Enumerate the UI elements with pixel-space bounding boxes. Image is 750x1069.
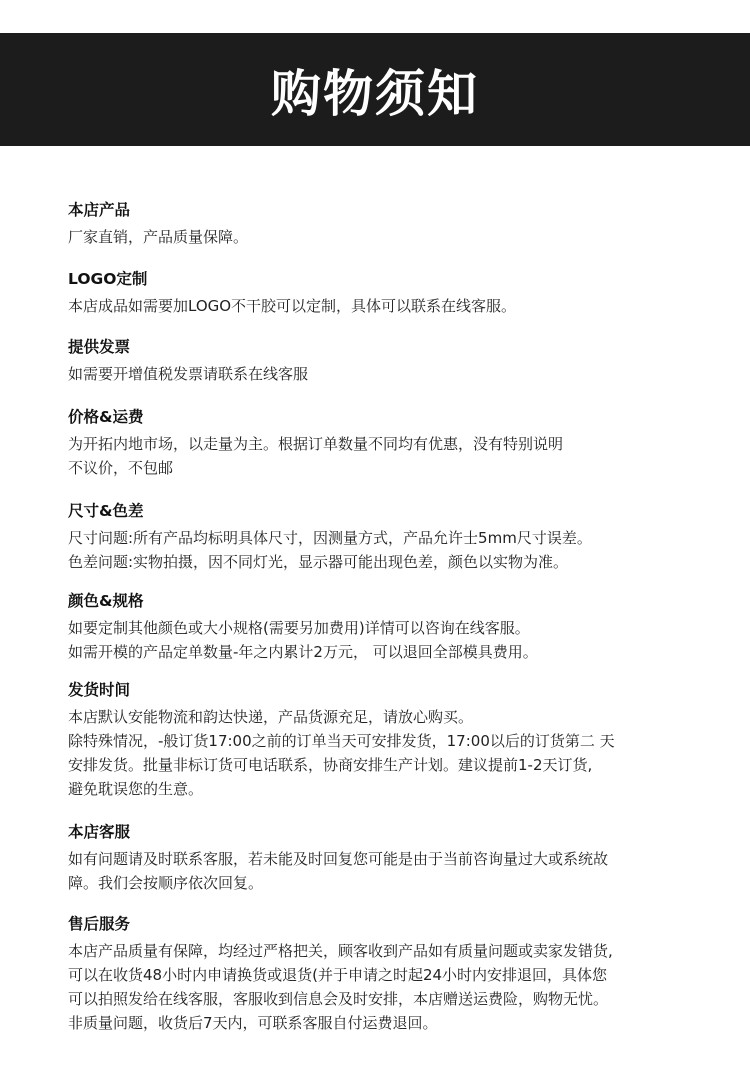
section-text: 障。我们会按顺序依次回复。 xyxy=(68,874,264,892)
section-heading: 本店产品 xyxy=(68,201,131,219)
section-text: 本店产品质量有保障，均经过严格把关，顾客收到产品如有质量问题或卖家发错货, xyxy=(68,942,613,960)
section-size-color-diff xyxy=(68,500,708,574)
section-price-shipping xyxy=(68,406,708,480)
section-heading: 售后服务 xyxy=(68,915,131,933)
section-invoice xyxy=(68,336,708,386)
page-title: 购物须知 xyxy=(271,63,479,123)
section-text: 安排发货。批量非标订货可电话联系，协商安排生产计划。建议提前1-2天订货, xyxy=(68,756,593,774)
section-heading: 提供发票 xyxy=(68,338,131,356)
section-text: 如有问题请及时联系客服，若未能及时回复您可能是由于当前咨询量过大或系统故 xyxy=(68,850,609,868)
section-logo-custom xyxy=(68,268,708,318)
section-text: 如需要开增值税发票请联系在线客服 xyxy=(68,365,309,383)
section-store-products xyxy=(68,199,708,249)
section-heading: LOGO定制 xyxy=(68,270,148,288)
section-text: 如需开模的产品定单数量-年之内累计2万元， 可以退回全部模具费用。 xyxy=(68,643,538,661)
section-text: 可以在收货48小时内申请换货或退货(并于申请之时起24小时内安排退回，具体您 xyxy=(68,966,608,984)
section-text: 除特殊情况，-般订货17:00之前的订单当天可安排发货，17:00以后的订货第二 天 xyxy=(68,732,615,750)
section-customer-service xyxy=(68,821,708,895)
section-heading: 发货时间 xyxy=(68,681,131,699)
section-text: 厂家直销，产品质量保障。 xyxy=(68,228,249,246)
section-text: 本店默认安能物流和韵达快递，产品货源充足，请放心购买。 xyxy=(68,708,474,726)
section-text: 本店成品如需要加LOGO不干胶可以定制，具体可以联系在线客服。 xyxy=(68,297,517,315)
section-text: 非质量问题，收货后7天内，可联系客服自付运费退回。 xyxy=(68,1014,438,1032)
section-heading: 颜色&规格 xyxy=(68,592,144,610)
section-text: 避免耽误您的生意。 xyxy=(68,780,204,798)
section-text: 可以拍照发给在线客服，客服收到信息会及时安排，本店赠送运费险，购物无忧。 xyxy=(68,990,609,1008)
section-text: 为开拓内地市场，以走量为主。根据订单数量不同均有优惠，没有特别说明 xyxy=(68,435,564,453)
section-color-spec xyxy=(68,590,708,664)
section-heading: 本店客服 xyxy=(68,823,131,841)
section-after-sales xyxy=(68,913,708,1035)
section-text: 色差问题:实物拍摄，因不同灯光，显示器可能出现色差，颜色以实物为准。 xyxy=(68,553,569,571)
section-text: 如要定制其他颜色或大小规格(需要另加费用)详情可以咨询在线客服。 xyxy=(68,619,530,637)
section-delivery-time xyxy=(68,679,708,801)
section-text: 尺寸问题:所有产品均标明具体尺寸，因测量方式，产品允许士5mm尺寸误差。 xyxy=(68,529,592,547)
section-heading: 尺寸&色差 xyxy=(68,502,144,520)
section-text: 不议价，不包邮 xyxy=(68,459,174,477)
header-banner xyxy=(0,33,750,146)
section-heading: 价格&运费 xyxy=(68,408,144,426)
